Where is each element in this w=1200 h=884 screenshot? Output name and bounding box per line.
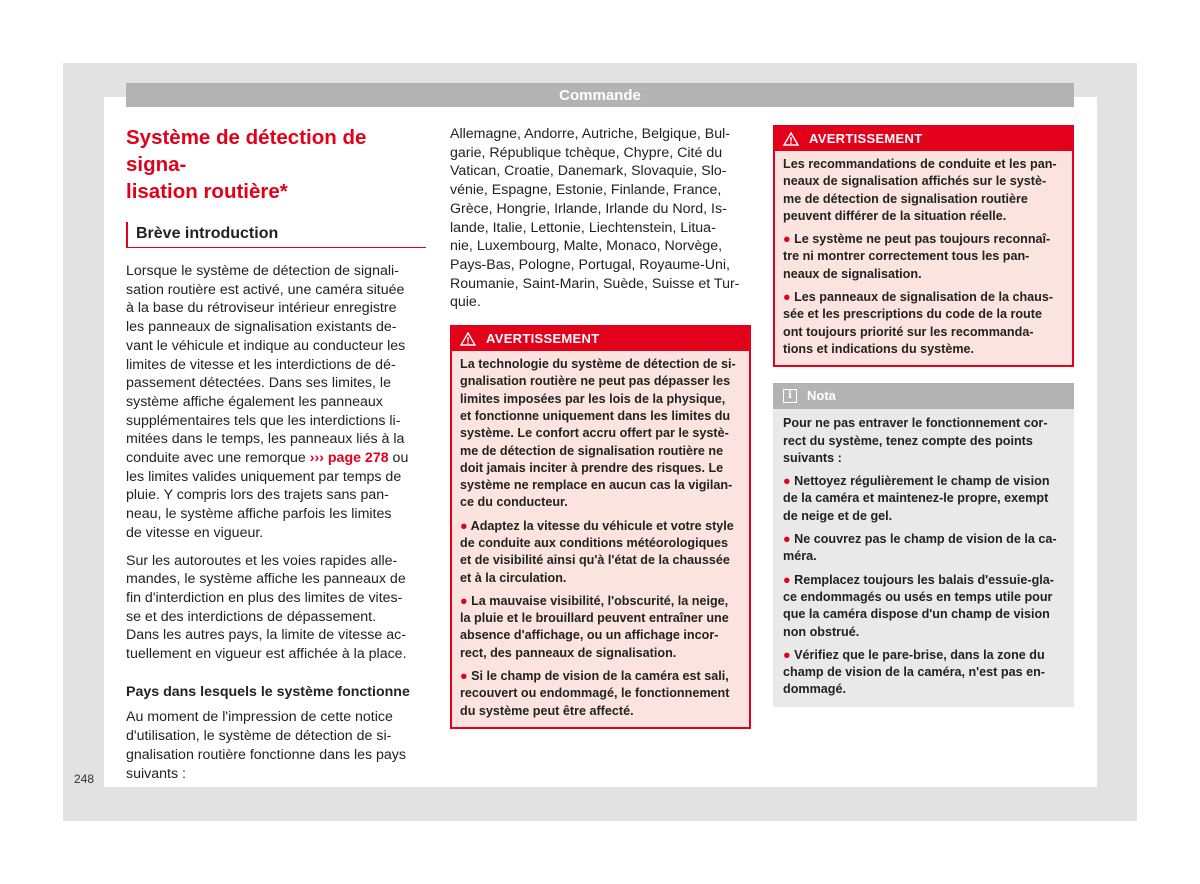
- text-line: à la base du rétroviseur intérieur enregistre: [126, 300, 397, 317]
- bullet-icon: ●: [460, 518, 471, 533]
- text-line: La mauvaise visibilité, l'obscurité, la neige,: [471, 593, 729, 608]
- bullet-item: [783, 473, 1064, 525]
- text-line: Lorsque le système de détection de signali-: [126, 263, 399, 279]
- section-header-title: Commande: [559, 87, 641, 104]
- note-box: [773, 383, 1074, 706]
- warning-body: [775, 151, 1072, 365]
- note-label: Nota: [807, 388, 836, 404]
- text-line: système. Le confort accru offert par le systè-: [460, 426, 729, 441]
- text-line: de vitesse en vigueur.: [126, 524, 264, 541]
- text-line: champ de vision de la caméra, n'est pas en-: [783, 665, 1045, 680]
- text-line: les limites valides uniquement par temps de: [126, 468, 402, 485]
- text-line: de conduite aux conditions météorologiques: [460, 536, 728, 550]
- text-line: système affiche également les panneaux: [126, 393, 383, 410]
- bullet-icon: ●: [460, 593, 472, 608]
- warning-triangle-icon: [460, 332, 476, 346]
- text-line: vénie, Espagne, Estonie, Finlande, France,: [450, 182, 722, 199]
- warning-label: AVERTISSEMENT: [809, 131, 923, 146]
- bullet-icon: ●: [783, 232, 795, 247]
- text-line: Adaptez la vitesse du véhicule et votre style: [470, 518, 734, 533]
- text-line: Ne couvrez pas le champ de vision de la ca-: [794, 532, 1057, 547]
- bullet-item: [783, 531, 1064, 566]
- warning-triangle-icon: [783, 132, 799, 146]
- text-line: tions et indications du système.: [783, 341, 975, 356]
- text-line: limites imposées par les lois de la physique,: [460, 391, 726, 406]
- text-line: neau, le système affiche parfois les limites: [126, 506, 392, 523]
- text-line: ce endommagés ou usés en temps utile pour: [783, 589, 1053, 604]
- text-line: dommagé.: [783, 682, 846, 697]
- text-line: rect du système, tenez compte des points: [783, 433, 1033, 448]
- text-line: me de détection de signalisation routière: [783, 191, 1028, 206]
- text-line: fin d'interdiction en plus des limites de vites-: [126, 589, 403, 606]
- page-link[interactable]: ››› page 278: [309, 450, 389, 467]
- text-line: sée et les prescriptions du code de la route: [783, 307, 1042, 322]
- text-line: vant le véhicule et indique au conducteur les: [126, 337, 406, 354]
- warning-box: [773, 125, 1074, 367]
- countries-heading: Pays dans lesquels le système fonctionne: [126, 683, 410, 700]
- text-line: Pour ne pas entraver le fonctionnement cor-: [783, 416, 1048, 431]
- text-line: recouvert ou endommagé, le fonctionnement: [460, 686, 730, 701]
- text-line: limites de vitesse et les interdictions de dé-: [126, 356, 396, 373]
- bullet-icon: ●: [783, 290, 795, 305]
- column-1: [126, 124, 426, 783]
- text-line: et fonctionne uniquement dans les limites du: [460, 408, 731, 423]
- text-line: mitées dans le temps, les panneaux liés à la: [126, 431, 405, 448]
- text-line: que la caméra dispose d'un champ de vision: [783, 607, 1050, 622]
- text-line: supplémentaires tels que les interdictions li-: [126, 412, 401, 429]
- bullet-item: [783, 231, 1064, 283]
- page-title: [126, 124, 426, 205]
- text-line: Si le champ de vision de la caméra est sali,: [471, 669, 729, 684]
- bullet-item: [783, 572, 1064, 641]
- text-line: d'utilisation, le système de détection de si-: [126, 728, 392, 745]
- text-line: non obstrué.: [783, 624, 860, 639]
- text-line: neaux de signalisation.: [783, 266, 922, 281]
- intro-paragraph: [126, 262, 426, 543]
- text-line: garie, République tchèque, Chypre, Cité du: [450, 144, 723, 161]
- text-line: Sur les autoroutes et les voies rapides alle-: [126, 552, 398, 569]
- text-run: conduite avec une remorque: [126, 450, 310, 467]
- bullet-icon: ●: [460, 669, 472, 684]
- autobahn-paragraph: [126, 552, 426, 664]
- text-line: Vérifiez que le pare-brise, dans la zone du: [794, 647, 1045, 662]
- text-line: absence d'affichage, ou un affichage incor-: [460, 628, 719, 643]
- text-line: suivants :: [126, 765, 186, 782]
- text-line: et de visibilité ainsi qu'à l'état de la chaussée: [460, 553, 730, 568]
- text-line: lande, Italie, Lettonie, Liechtenstein, Litua-: [450, 219, 716, 236]
- bullet-item: [460, 593, 741, 662]
- page-number: 248: [74, 772, 95, 786]
- column-3: [773, 125, 1074, 707]
- warning-header: [452, 327, 749, 351]
- text-line: gnalisation routière ne peut pas dépasser les: [460, 374, 731, 389]
- text-line: rect, des panneaux de signalisation.: [460, 645, 677, 660]
- title-line: lisation routière*: [126, 180, 288, 203]
- text-line: doit jamais inciter à prendre des risques. Le: [460, 460, 724, 475]
- text-line: Les recommandations de conduite et les pan-: [783, 157, 1057, 171]
- text-line: sation routière est activé, une caméra située: [126, 281, 405, 298]
- note-intro: [783, 415, 1064, 467]
- text-line: se et des interdictions de dépassement.: [126, 608, 377, 625]
- column-2: [450, 125, 751, 729]
- text-line: me de détection de signalisation routière ne: [460, 443, 724, 458]
- note-body: [773, 409, 1074, 706]
- text-line: méra.: [783, 549, 817, 564]
- text-line: Grèce, Hongrie, Irlande, Irlande du Nord, Is-: [450, 200, 727, 217]
- text-line: du système peut être affecté.: [460, 703, 634, 718]
- text-line: passement détectées. Dans ses limites, le: [126, 375, 391, 392]
- text-line: la pluie et le brouillard peuvent entraîner une: [460, 611, 729, 626]
- text-line: Nettoyez régulièrement le champ de vision: [794, 474, 1050, 489]
- text-line: Allemagne, Andorre, Autriche, Belgique, Bul-: [450, 126, 730, 142]
- text-line: tre ni montrer correctement tous les pan-: [783, 249, 1030, 264]
- text-line: système ne remplace en aucun cas la vigilan-: [460, 478, 733, 493]
- text-line: La technologie du système de détection de si-: [460, 357, 736, 372]
- text-line: de la caméra et maintenez-le propre, exempt: [783, 491, 1049, 506]
- note-header: [773, 383, 1074, 409]
- text-line: de neige et de gel.: [783, 508, 893, 523]
- text-line: Le système ne peut pas toujours reconnaî-: [794, 232, 1051, 247]
- bullet-item: [783, 647, 1064, 699]
- section-header-bar: [126, 83, 1074, 107]
- text-line: nie, Luxembourg, Malte, Monaco, Norvège,: [450, 238, 723, 255]
- text-line: les panneaux de signalisation existants de-: [126, 319, 397, 336]
- text-line: Vatican, Croatie, Danemark, Slovaquie, Slo-: [450, 163, 727, 180]
- text-line: gnalisation routière fonctionne dans les pays: [126, 746, 406, 763]
- bullet-icon: ●: [783, 532, 795, 547]
- info-icon: i: [783, 389, 797, 403]
- warning-intro: [460, 356, 741, 512]
- text-line: peuvent différer de la situation réelle.: [783, 208, 1007, 223]
- text-line: mandes, le système affiche les panneaux de: [126, 571, 406, 588]
- text-line: ont toujours priorité sur les recommanda-: [783, 324, 1034, 339]
- bullet-item: [460, 668, 741, 720]
- countries-list: [450, 125, 751, 312]
- warning-label: AVERTISSEMENT: [486, 331, 600, 347]
- bullet-icon: ●: [783, 647, 795, 662]
- text-line: Pays-Bas, Pologne, Portugal, Royaume-Uni,: [450, 256, 730, 273]
- countries-intro-paragraph: [126, 708, 426, 783]
- text-line: suivants :: [783, 450, 842, 465]
- text-line: neaux de signalisation affichés sur le systè-: [783, 174, 1047, 189]
- subtitle: Brève introduction: [126, 222, 426, 248]
- text-line: Roumanie, Saint-Marin, Suède, Suisse et Tur-: [450, 275, 740, 292]
- title-line: Système de détection de signa-: [126, 126, 367, 176]
- bullet-item: [783, 289, 1064, 358]
- text-line: Dans les autres pays, la limite de vitesse ac-: [126, 627, 406, 644]
- text-line: pluie. Y compris lors des trajets sans pan-: [126, 487, 389, 504]
- text-line: Au moment de l'impression de cette notice: [126, 709, 393, 726]
- warning-intro: [783, 156, 1064, 225]
- text-line: ce du conducteur.: [460, 495, 568, 510]
- text-line: Remplacez toujours les balais d'essuie-gla-: [794, 572, 1054, 587]
- text-line: tuellement en vigueur est affichée à la place.: [126, 646, 407, 663]
- warning-body: [452, 351, 749, 727]
- bullet-item: [460, 518, 741, 587]
- warning-box: [450, 325, 751, 729]
- bullet-icon: ●: [783, 474, 795, 489]
- warning-header: [775, 127, 1072, 151]
- text-line: quie.: [450, 294, 481, 311]
- text-line: et à la circulation.: [460, 570, 567, 585]
- bullet-icon: ●: [783, 572, 795, 587]
- text-run: ou: [388, 450, 409, 467]
- text-line: Les panneaux de signalisation de la chaus-: [794, 290, 1054, 305]
